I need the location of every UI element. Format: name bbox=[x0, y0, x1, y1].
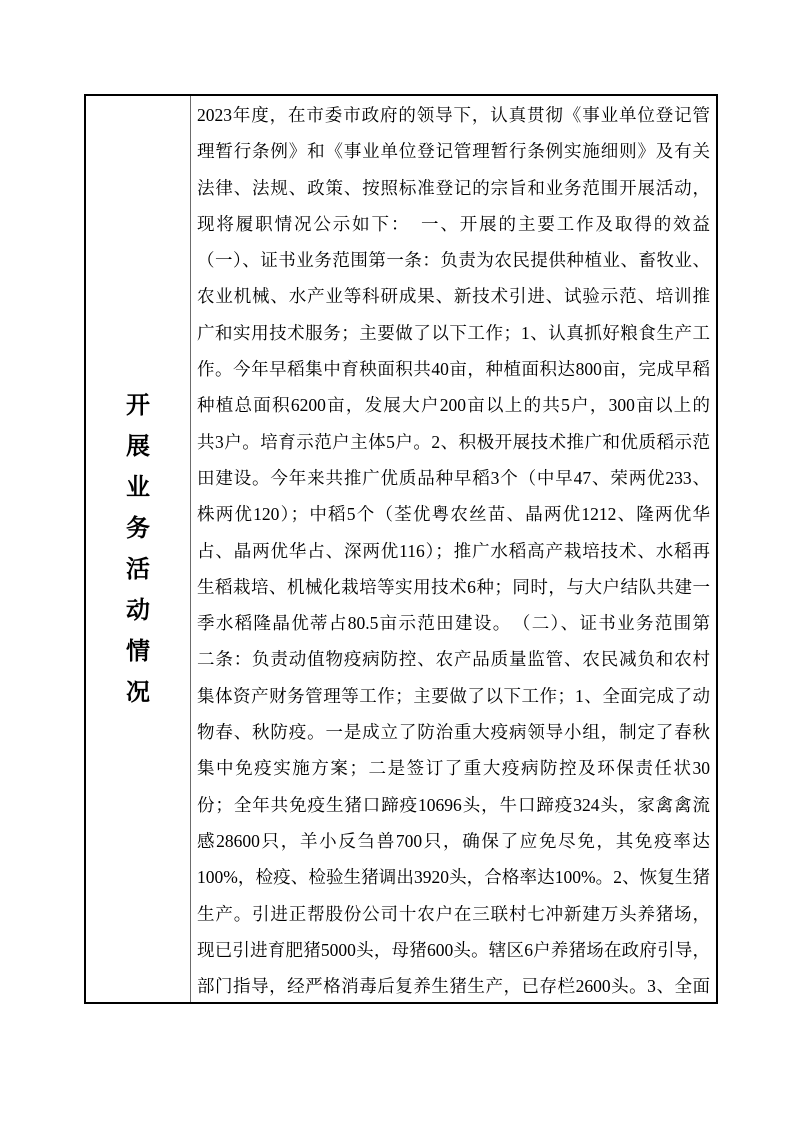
text-line: 现已引进育肥猪5000头，母猪600头。辖区6户养猪场在政府引导， bbox=[197, 939, 710, 960]
text-line: 生产。引进正帮股份公司十农户在三联村七冲新建万头养猪场， bbox=[197, 903, 710, 924]
text-line: 部门指导，经严格消毒后复养生猪生产，已存栏2600头。3、全面 bbox=[197, 976, 710, 997]
text-line: 法律、法规、政策、按照标准登记的宗旨和业务范围开展活动， bbox=[197, 177, 710, 198]
annual-report-table-row bbox=[84, 94, 718, 1004]
text-line: 生稻栽培、机械化栽培等实用技术6种；同时，与大户结队共建一 bbox=[197, 576, 710, 597]
text-line: 共3户。培育示范户主体5户。2、积极开展技术推广和优质稻示范 bbox=[197, 431, 710, 452]
row-label-char: 活 bbox=[126, 556, 150, 583]
content-cell bbox=[191, 96, 716, 1002]
content-text bbox=[197, 97, 710, 1002]
text-line: 集体资产财务管理等工作；主要做了以下工作；1、全面完成了动 bbox=[197, 685, 710, 706]
text-line: 农业机械、水产业等科研成果、新技术引进、试验示范、培训推 bbox=[197, 286, 710, 307]
row-label-char: 动 bbox=[126, 597, 150, 624]
text-line: 份；全年共免疫生猪口蹄疫10696头，牛口蹄疫324头，家禽禽流 bbox=[197, 794, 710, 815]
text-line: 感28600只，羊小反刍兽700只，确保了应免尽免，其免疫率达 bbox=[197, 830, 710, 851]
text-line: 现将履职情况公示如下： 一、开展的主要工作及取得的效益 bbox=[197, 213, 710, 234]
row-label-char: 务 bbox=[126, 515, 150, 542]
row-label-cell bbox=[86, 96, 191, 1002]
text-line: （一）、证书业务范围第一条：负责为农民提供种植业、畜牧业、 bbox=[197, 250, 710, 271]
text-line: 理暂行条例》和《事业单位登记管理暂行条例实施细则》及有关 bbox=[197, 141, 710, 162]
row-label-char: 况 bbox=[126, 679, 150, 706]
text-line: 物春、秋防疫。一是成立了防治重大疫病领导小组，制定了春秋 bbox=[197, 722, 710, 743]
row-label bbox=[126, 394, 150, 705]
text-line: 田建设。今年来共推广优质品种早稻3个（中早47、荣两优233、 bbox=[197, 467, 710, 488]
row-label-char: 开 bbox=[126, 392, 150, 419]
text-line: 广和实用技术服务；主要做了以下工作；1、认真抓好粮食生产工 bbox=[197, 322, 710, 343]
text-line: 种植总面积6200亩，发展大户200亩以上的共5户，300亩以上的 bbox=[197, 395, 710, 416]
text-line: 100%，检疫、检验生猪调出3920头，合格率达100%。2、恢复生猪 bbox=[197, 867, 710, 888]
text-line: 2023年度，在市委市政府的领导下，认真贯彻《事业单位登记管 bbox=[197, 105, 710, 125]
text-line: 作。今年早稻集中育秧面积共40亩，种植面积达800亩，完成早稻 bbox=[197, 359, 710, 380]
row-label-char: 情 bbox=[126, 638, 150, 665]
text-line: 季水稻隆晶优蒂占80.5亩示范田建设。 （二）、证书业务范围第 bbox=[197, 613, 710, 634]
text-line: 集中免疫实施方案；二是签订了重大疫病防控及环保责任状30 bbox=[197, 758, 710, 779]
row-label-char: 展 bbox=[126, 433, 150, 460]
text-line: 占、晶两优华占、深两优116）；推广水稻高产栽培技术、水稻再 bbox=[197, 540, 710, 561]
text-line: 株两优120）；中稻5个（荃优粤农丝苗、晶两优1212、隆两优华 bbox=[197, 504, 710, 525]
text-line: 二条：负责动值物疫病防控、农产品质量监管、农民减负和农村 bbox=[197, 649, 710, 670]
row-label-char: 业 bbox=[126, 474, 150, 501]
